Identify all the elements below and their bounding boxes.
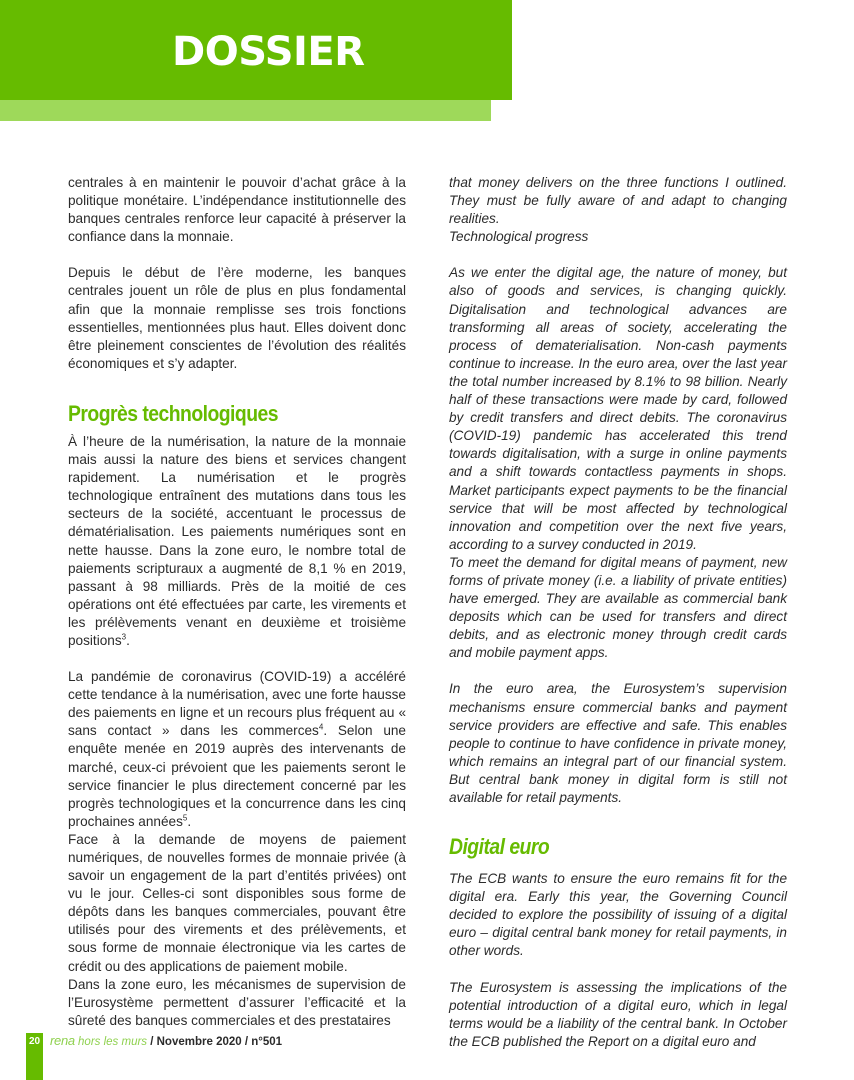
paragraph: La pandémie de coronavirus (COVID-19) a accéléré cette tendance à la numérisation, avec une forte hausse des paiements en ligne et un recours plus fréquent au « sans contact » dans les commerces$^4$. Selon une enquête menée en 2019 auprès des intervenants de marché, ceux-ci prévoient que les paiements seront le service financier le plus directement concerné par les progrès technologiques et la concurrence dans les cinq prochaines années$^5$. xyxy=(68,669,406,829)
footer xyxy=(50,1034,282,1049)
section-heading: Progrès technologiques xyxy=(68,400,278,426)
right-column xyxy=(449,174,787,1051)
footnote-ref[interactable]: 3 xyxy=(121,632,127,642)
section-title: DOSSIER xyxy=(172,29,365,75)
paragraph: Technological progress xyxy=(449,229,589,245)
paragraph: In the euro area, the Eurosystem’s supervision mechanisms ensure commercial banks and payment service providers are effective and safe. This enables people to continue to have confidence in private money, which remains an integral part of our financial system. But central bank money in digital form is still not available for retail payments. xyxy=(449,681,787,805)
paragraph: centrales à en maintenir le pouvoir d’achat grâce à la politique monétaire. L’indépendance institutionnelle des banques centrales renforce leur capacité à préserver la confiance dans la monnaie. xyxy=(68,175,406,245)
paragraph: À l’heure de la numérisation, la nature de la monnaie mais aussi la nature des biens et services changent rapidement. La numérisation et le progrès technologique entraînent des mutations dans tous les secteurs de la société, accentuant le processus de dématérialisation. Les paiements numériques sont en nette hausse. Dans la zone euro, le nombre total de paiements scripturaux a augmenté de 8,1 % en 2019, passant à 98 milliards. Près de la moitié de ces opérations ont été effectuées par carte, les virements et les prélèvements venant en deuxième et troisième positions$^3$. xyxy=(68,433,406,648)
left-column xyxy=(68,174,406,1030)
footnote-ref[interactable]: 5 xyxy=(182,813,188,823)
paragraph: Dans la zone euro, les mécanismes de supervision de l’Eurosystème permettent d’assurer l’efficacité et la sûreté des banques commerciales et des prestataires xyxy=(68,976,406,1028)
paragraph: Depuis le début de l’ère moderne, les banques centrales jouent un rôle de plus en plus fondamental afin que la monnaie remplisse ses trois fonctions essentielles, mentionnées plus haut. Elles doivent donc être pleinement conscientes de l’évolution des réalités économiques et s’y adapter. xyxy=(68,265,406,371)
issue-info: / Novembre 2020 / n°501 xyxy=(147,1036,283,1048)
section-heading: Digital euro xyxy=(449,834,550,860)
publication-logo: rena hors les murs xyxy=(50,1033,148,1048)
paragraph: Face à la demande de moyens de paiement numériques, de nouvelles formes de monnaie privée (à savoir un engagement de la part d’entités privées) ont vu le jour. Celles-ci sont disponibles sous forme de dépôts dans les banques commerciales, pouvant être utilisés pour des virements et des prélèvements, et sous forme de monnaie électronique via les cartes de crédit ou des applications de paiement mobile. xyxy=(68,831,406,974)
paragraph: The Eurosystem is assessing the implications of the potential introduction of a digital euro, which in legal terms would be a liability of the central bank. In October the ECB published the Report on a digital euro and xyxy=(449,979,787,1049)
banner-accent-strip xyxy=(0,100,491,121)
paragraph: As we enter the digital age, the nature of money, but also of goods and services, is changing quickly. Digitalisation and technological advances are transforming all areas of society, accelerating the process of dematerialisation. Non-cash payments continue to increase. In the euro area, over the last year the total number increased by 8.1% to 98 billion. Nearly half of these transactions were made by card, followed by credit transfers and direct debits. The coronavirus (COVID-19) pandemic has accelerated this trend towards digitalisation, with a surge in online payments and a shift towards contactless payments in shops. Market participants expect payments to be the financial service that will be most affected by technological innovation and competition over the next five years, according to a survey conducted in 2019. xyxy=(449,265,787,552)
page-number: 20 xyxy=(28,1036,41,1047)
paragraph: The ECB wants to ensure the euro remains fit for the digital era. Early this year, the Governing Council decided to explore the possibility of issuing of a digital euro – digital central bank money for retail payments, in other words. xyxy=(449,871,787,959)
footnote-ref[interactable]: 4 xyxy=(318,722,324,732)
paragraph: To meet the demand for digital means of payment, new forms of private money (i.e. a liability of private entities) have emerged. They are available as commercial bank deposits which can be used for transfers and direct debits, and as electronic money through credit cards and mobile payment apps. xyxy=(449,554,787,661)
paragraph: that money delivers on the three functions I outlined. They must be fully aware of and adapt to changing realities. xyxy=(449,175,787,227)
